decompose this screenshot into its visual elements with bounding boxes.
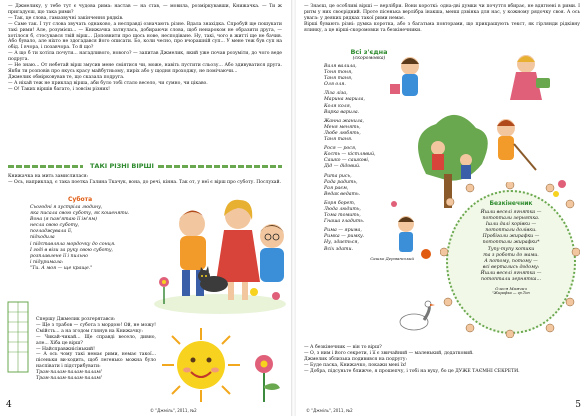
paragraph: — Добра, підсуньте ближче, я прошепчу, і тобі на вуху, бо це ДУЖЕ ТАЄМНІ СЕКРЕТИ. xyxy=(304,368,520,374)
poem-line: Рая раєм, xyxy=(324,185,349,191)
poem-line: Ішли далі корівки — xyxy=(485,222,537,228)
paragraph: — А безкінечник — він то вірш? xyxy=(304,345,382,350)
poem-line: і підуримала: xyxy=(30,259,64,265)
right-top-text xyxy=(304,4,580,34)
poem-line: Тупу-тупу котики xyxy=(487,246,535,252)
poem-line: Трам-палам-палам-палам! xyxy=(36,376,102,382)
poem-line: погладжувала її, xyxy=(30,229,73,235)
flower-icon xyxy=(244,350,288,404)
poem-line: Вона (я пам'ятаю її ім'ям) xyxy=(30,217,97,223)
poem-line: розплавлене її і пильно xyxy=(30,253,88,259)
paragraph: — А ніхай теж не приклад вірша, аби було тобі стало весело, чи сумно, чи цікаво. xyxy=(8,80,208,86)
poem-line: Кость — кістлявий, xyxy=(324,152,376,158)
footer: © "Джміль", 2011, №2 xyxy=(150,408,197,413)
poem-line: Люда людить, xyxy=(324,206,361,212)
left-top-text xyxy=(8,4,282,93)
paragraph: Джмелик зблизька подивився на подругу: xyxy=(304,356,407,362)
poem-line: Тоня тоня, xyxy=(324,70,353,76)
left-page xyxy=(0,0,291,416)
poem-line: Ну, здається, xyxy=(324,240,359,246)
poem-line: Тома томить, xyxy=(324,213,361,219)
poem-title: Всі з'єдна xyxy=(350,48,388,56)
poem-line: Рада радить, xyxy=(324,179,358,185)
paragraph: — Саме так. І тут слова звучать однаково, а несправді означають різне. Вдала знахідка. Спробуй ще пошукати такі рими! Але, розумієш... — Книжачка затнулась, добираючи слова, щоб ненароком не образити друга, — хотілося б, стосувався твій вірш... Доповнити про щось нове, несподіване. Ну, такі, чого в житті ще не бачив. Або бувало, але ніхто не здогадався його описати. Бо, коли чесно, про вчорашній суп... У мене теж був суп на обід. І вчора, і позавчора. То й що? xyxy=(8,21,282,51)
poem-line: Боря борет, xyxy=(324,200,356,206)
poem-line: Ліза ліза, xyxy=(324,91,348,97)
right-page xyxy=(296,0,587,416)
children-illustration xyxy=(150,186,288,314)
poem-line: Валя валила, xyxy=(324,64,357,69)
poem-line: всі вертались додому: xyxy=(482,264,540,270)
paragraph: — Джмелику, у тебе тут є чудова рима: настав — на став, — мовила, розміркувавши, Книжачка. — Ти ж пригадуєш, що така рими? xyxy=(8,4,282,15)
poem-title: Безкінечник xyxy=(489,200,533,207)
poem-line: Пробігали жирафки — xyxy=(482,234,540,240)
poem-title: Субота xyxy=(68,196,93,203)
poem-line: Таня таня, xyxy=(324,76,353,82)
poem-line: І годі в візи за руку свою суботу, xyxy=(30,247,114,253)
paragraph: — О! Таких віршів багато, і зовсім різних! xyxy=(8,86,110,92)
poem-line: Трам-палам-палам-палам! xyxy=(36,370,102,376)
poem-subtitle: (скоромовка) xyxy=(352,56,386,61)
paragraph: Джмелик обмірковував те, що сказала подруга. xyxy=(8,74,125,80)
poem-line: Жанна жанила, xyxy=(324,118,365,124)
poem-line: Рима — ярима, xyxy=(324,228,362,234)
paragraph: — Буде паска, Книжачко, покажи мені їх! xyxy=(304,362,407,368)
footer: © "Джміль", 2011, №2 xyxy=(306,408,353,413)
poem-note: "Жирафка — гр.Тон xyxy=(492,291,530,296)
paragraph: — Не знаю... От небетай вірш змусив мене сміятися чи, може, навіть пустити сльозу... Або здивуватися друга. Якби ти розповів про якусь красу майбутньому, пиріх або у щодня проходжу, не помічаючи... xyxy=(8,63,282,74)
poem-line: Таня таня. xyxy=(324,137,353,143)
section-title: ТАКІ РІЗНІ ВІРШІ xyxy=(90,162,154,170)
poem-line: яка писала свою суботу, як кошеняти. xyxy=(30,211,130,217)
sun-illustration xyxy=(160,326,242,404)
paragraph: Книжачка на мить замислилася: xyxy=(8,174,89,179)
animal-vine-border xyxy=(440,182,580,338)
poem-line: і підставляла мордочку до сонця. xyxy=(30,241,116,247)
goose-illustration xyxy=(392,300,436,334)
poem-line: Марина марила, xyxy=(324,97,365,103)
poem-line: Сьогодні я зустріла людину, xyxy=(30,205,103,210)
poem-author: Олеся Мамчич xyxy=(495,286,527,292)
poem-line: Коля коля, xyxy=(324,103,352,109)
paragraph: — О, з ним і його секрети, і її є звичайний — маленький, додатковий. xyxy=(304,350,474,356)
paragraph: Вірші бувають різні: думка коротка, або з багатьма повторами, що прикрашують текст, як гірлянди рідківну ялинку, а це вірші-скоромовки та безкінечники. xyxy=(304,21,580,33)
poem-line: несла свою суботу, xyxy=(30,223,80,229)
paragraph: — Ще з трабов — субота з мордою! Ой, не можу! Смійсть... а на згодом глянув на Книжачку: xyxy=(36,322,156,334)
poem-line: Оля оля. xyxy=(324,82,346,88)
left-bottom-text xyxy=(36,317,156,382)
intro-text xyxy=(8,174,282,186)
poem-line: потоптали жирафки* xyxy=(482,240,540,246)
paragraph: — А що б ти хотіла почути... нагадливого, нового? — запитав Джмелик, який уже почав розуміти, до чого веде подруга. xyxy=(8,51,282,63)
poem-line: Римка — римку. xyxy=(324,234,365,240)
page-number: 4 xyxy=(6,400,12,410)
paragraph: — Знаєш, це особливі вірші — верлібри. Вони короткі: одна-дві думки чи почуття вбирає, не вдягнені в рими. І ритм у них своєрідний. Проте пісенька верлібра інакша, менш дзвінка для нас, у кожному рядочку своя. А ось увага: у деяких рядках такої рими немає. xyxy=(304,4,580,21)
paragraph: — Найсправжнісінький! xyxy=(36,346,95,352)
poem-line: потоптали зернятка... xyxy=(481,277,541,283)
poem-line: Варка варила. xyxy=(324,109,360,115)
poem-line: Меня менять, xyxy=(324,124,361,130)
paragraph: — А ось чому такі немає рими, немає такої... пісеньки ви-ходить, щоб легенько можна було наспівати і підстрибувати: xyxy=(36,352,156,370)
poem-line: Ведак ведать. xyxy=(324,191,361,197)
building-sketch xyxy=(4,296,34,376)
poem-line: та з роботи до мами. xyxy=(483,252,539,258)
poem-line: потоптали долівки. xyxy=(485,228,537,234)
right-bottom-text xyxy=(304,345,580,375)
poem-line: "Ти. А моя — ще краще." xyxy=(30,265,93,271)
paragraph: — Так, це слова, гамазвучні закінчення рядків. xyxy=(8,15,124,21)
poem-line: Всіх здати. xyxy=(324,246,353,252)
poem-line: Гнаша гладить. xyxy=(324,219,365,225)
page-number: 5 xyxy=(575,400,581,410)
paragraph: — Ось, наприклад, є така поетка Галина Ткачук, вона, до речі, кінна. Так от, у неї є вірш про суботу. Послухай. xyxy=(8,179,282,185)
section-header xyxy=(8,162,282,171)
poem-subota xyxy=(30,196,160,272)
poem-line: Йшли веселі ягнятка — xyxy=(480,270,542,276)
paragraph: — Чикай-чикай... Ще справді весело, дивно, але... Хіба це вірш? xyxy=(36,334,156,346)
poem-line: Сашко — сашкові, xyxy=(324,158,370,164)
poem-line: Йшли веселі ягнятка — xyxy=(480,210,542,215)
divider xyxy=(8,165,83,168)
poem-line: Рося — рося, xyxy=(324,146,357,152)
poem-line: Дід — дідовий. xyxy=(324,164,361,170)
poem-line: А потому, потому — xyxy=(484,258,538,264)
poem-author: Сашко Дерманський xyxy=(370,255,414,261)
poem-line: Рита рись, xyxy=(324,173,352,179)
poem-line: потоптали зернятка. xyxy=(482,216,540,222)
poem-line: Любе любять, xyxy=(324,130,361,136)
poem-line: підходила xyxy=(30,235,55,241)
divider xyxy=(158,165,282,168)
paragraph: Спершу Джмелик розгерятався: xyxy=(36,317,116,322)
